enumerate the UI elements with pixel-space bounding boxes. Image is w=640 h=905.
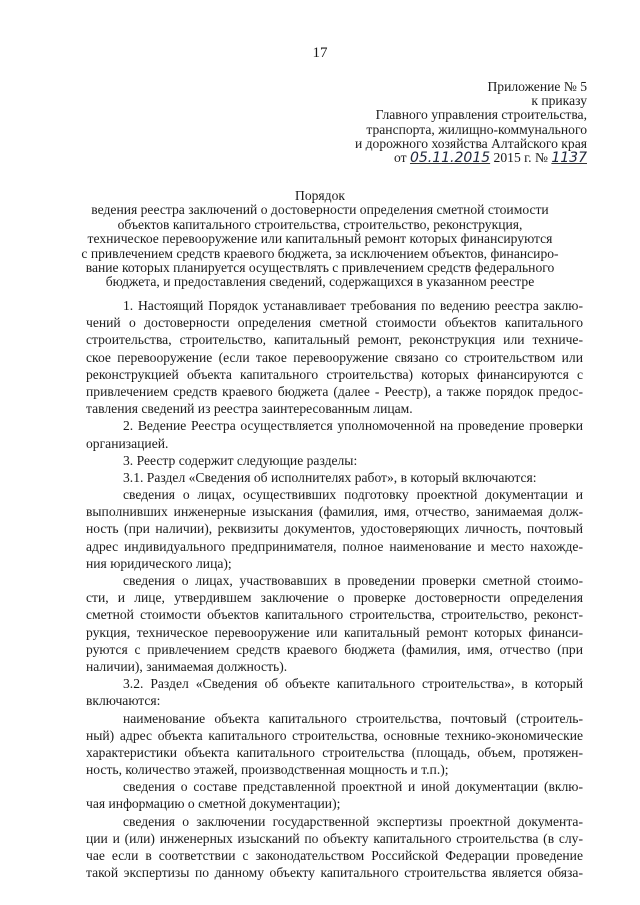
appendix-line: к приказу [531, 93, 587, 109]
order-date-line [300, 151, 587, 165]
body-line: 3.2. Раздел «Сведения об объекте капитального строительства», в который [123, 676, 583, 692]
date-prefix: от [394, 150, 407, 166]
title-line: техническое перевооружение или капитальный ремонт которых финансируются [87, 231, 553, 247]
body-line: характеристики объекта капитального строительства (площадь, объем, протяжен- [86, 744, 583, 760]
body-line: ния юридического лица); [86, 555, 232, 571]
year-suffix: 2015 г. № [493, 150, 548, 166]
body-line: руются с привлечением средств краевого бюджета (фамилия, имя, отчество (при [86, 641, 583, 657]
body-line: такой экспертизы по данному объекту капитального строительства является обяза- [86, 865, 583, 881]
appendix-line: Приложение № 5 [487, 79, 587, 94]
title-line: с привлечением средств краевого бюджета, за исключением объектов, финансиро- [81, 245, 559, 261]
body-line: адрес индивидуального предпринимателя, полное наименование и место нахожде- [86, 538, 583, 554]
body-line: сти, и лице, утвердившем заключение о проверке достоверности определения [86, 590, 583, 606]
appendix-line: Главного управления строительства, [375, 107, 587, 123]
body-line: тавления сведений из реестра заинтересованным лицам. [86, 401, 413, 417]
appendix-header [300, 80, 587, 165]
body-line: сведения о заключении государственной экспертизы проектной документа- [123, 813, 583, 829]
title-line: Порядок [295, 188, 345, 203]
body-line: сведения о лицах, осуществивших подготовку проектной документации и [123, 487, 583, 503]
body-line: 3.1. Раздел «Сведения об исполнителях работ», в который включаются: [123, 469, 537, 485]
appendix-line: и дорожного хозяйства Алтайского края [354, 135, 587, 151]
body-line: ность, количество этажей, производственная мощность и т.п.); [86, 762, 449, 778]
handwritten-date: 05.11.2015 [409, 150, 491, 167]
title-line: вание которых планируется осуществлять с привлечением средств федерального [85, 260, 555, 276]
body-line: сведения о лицах, участвовавших в проведении проверки сметной стоимо- [123, 573, 583, 588]
title-line: объектов капитального строительства, строительство, реконструкция, [117, 216, 523, 232]
page-number: 17 [312, 45, 328, 61]
appendix-line: транспорта, жилищно-коммунального [366, 121, 587, 137]
body-line: наличии), занимаемая должность). [86, 658, 288, 674]
body-line: ское перевооружение (если такое перевооружение связано со строительством или [86, 349, 583, 365]
body-line: наименование объекта капитального строительства, почтовый (строитель- [123, 710, 583, 726]
body-line: чений о достоверности определения сметной стоимости объектов капитального [86, 315, 583, 331]
body-line: рукция, техническое перевооружение или капитальный ремонт которых финанси- [86, 624, 583, 640]
title-line: ведения реестра заключений о достоверности определения сметной стоимости [91, 202, 549, 218]
body-line: 3. Реестр содержит следующие разделы: [123, 452, 358, 468]
body-line: ность (при наличии), реквизиты документов, удостоверяющих личность, почтовый [86, 521, 583, 537]
body-line: чае если в соответствии с законодательством Российской Федерации проведение [86, 848, 583, 863]
body-line: включаются: [86, 693, 161, 709]
body-line: 1. Настоящий Порядок устанавливает требования по ведению реестра заклю- [123, 298, 583, 313]
document-title [70, 189, 570, 290]
body-line: 2. Ведение Реестра осуществляется уполномоченной на проведение проверки [123, 418, 583, 434]
body-line: реконструкцией объекта капитального строительства) которых финансируются с [86, 366, 583, 382]
document-body [86, 297, 583, 881]
body-line: организацией. [86, 435, 169, 451]
body-line: выполнивших инженерные изыскания (фамилия, имя, отчество, занимаемая долж- [86, 504, 583, 520]
handwritten-number: 1137 [551, 150, 587, 167]
body-line: чая информацию о сметной документации); [86, 796, 341, 812]
body-line: ции и (или) инженерных изысканий по объекту капитального строительства (в слу- [86, 830, 583, 846]
body-line: ный) адрес объекта капитального строительства, основные технико-экономические [86, 727, 583, 743]
body-line: сметной стоимости объектов капитального строительства, строительство, реконст- [86, 607, 583, 623]
title-line: бюджета, и предоставления сведений, содержащихся в указанном реестре [105, 274, 535, 290]
body-line: привлечением средств краевого бюджета (далее - Реестр), а также порядок предос- [86, 383, 583, 399]
body-line: сведения о составе представленной проектной и иной документации (вклю- [123, 779, 583, 795]
body-line: строительства, строительство, капитальный ремонт, реконструкция или техниче- [86, 332, 583, 348]
